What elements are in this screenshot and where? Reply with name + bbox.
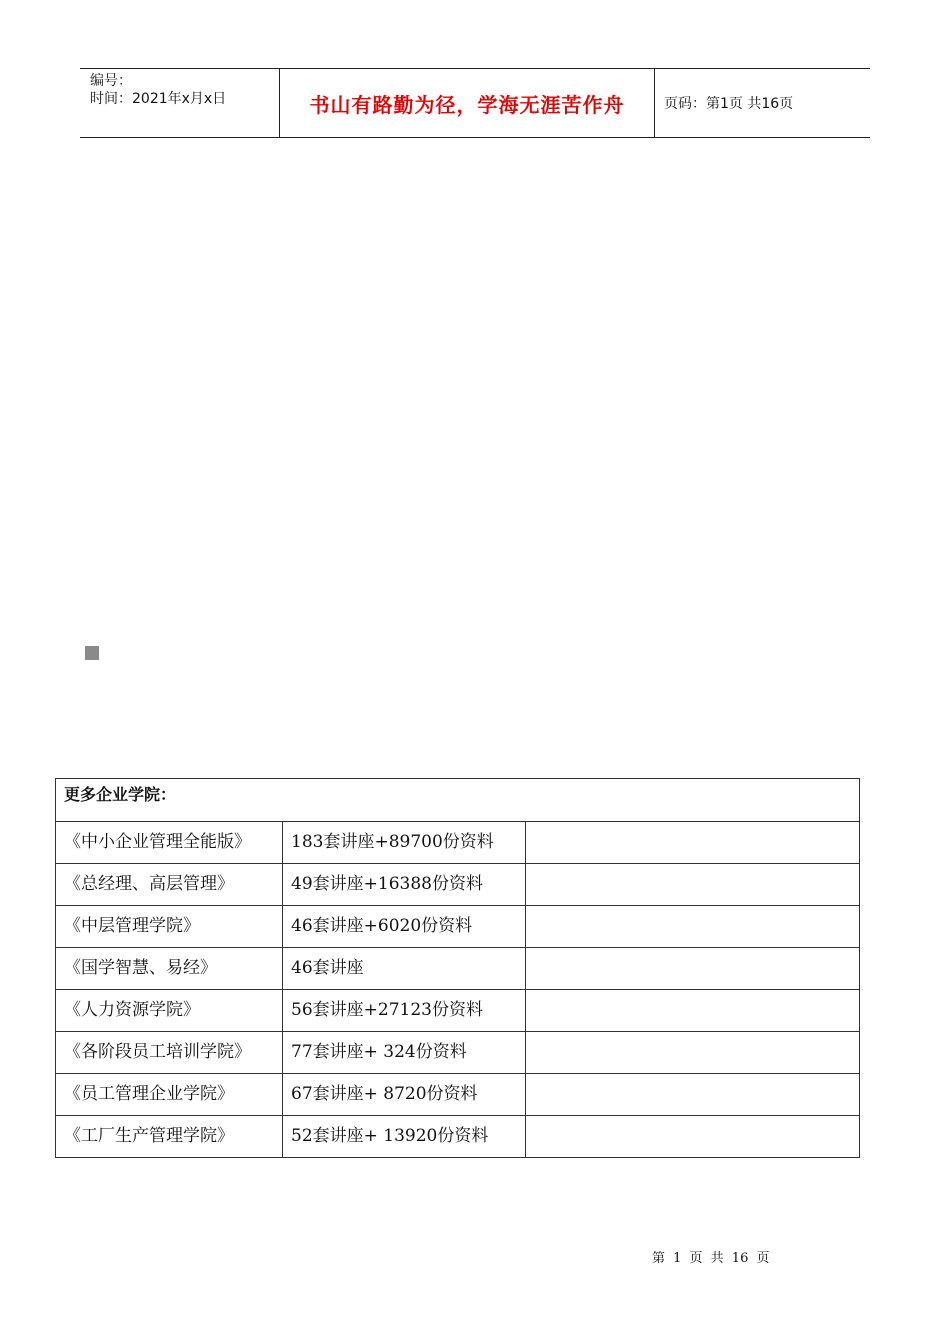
course-name: 《总经理、高层管理》 xyxy=(56,864,283,906)
bullet-square-icon xyxy=(85,646,99,660)
page-footer: 第 1 页 共 16 页 xyxy=(652,1251,770,1266)
course-name: 《中小企业管理全能版》 xyxy=(56,822,283,864)
header-motto: 书山有路勤为径，学海无涯苦作舟 xyxy=(280,69,655,137)
course-extra xyxy=(526,1116,860,1158)
course-name: 《各阶段员工培训学院》 xyxy=(56,1032,283,1074)
table-row xyxy=(56,822,860,864)
course-name: 《工厂生产管理学院》 xyxy=(56,1116,283,1158)
table-row xyxy=(56,1116,860,1158)
header-page-info: 页码：第1页 共16页 xyxy=(664,96,794,112)
course-extra xyxy=(526,822,860,864)
table-row xyxy=(56,1074,860,1116)
table-title: 更多企业学院： xyxy=(56,779,860,822)
course-content: 46套讲座+6020份资料 xyxy=(283,906,526,948)
course-extra xyxy=(526,1032,860,1074)
table-title-row xyxy=(56,779,860,822)
course-name: 《中层管理学院》 xyxy=(56,906,283,948)
course-extra xyxy=(526,1074,860,1116)
course-extra xyxy=(526,864,860,906)
table-row xyxy=(56,906,860,948)
course-content: 46套讲座 xyxy=(283,948,526,990)
course-content: 52套讲座+ 13920份资料 xyxy=(283,1116,526,1158)
course-content: 77套讲座+ 324份资料 xyxy=(283,1032,526,1074)
course-extra xyxy=(526,948,860,990)
course-name: 《国学智慧、易经》 xyxy=(56,948,283,990)
table-row xyxy=(56,990,860,1032)
page-header xyxy=(80,68,870,138)
table-row xyxy=(56,1032,860,1074)
course-content: 49套讲座+16388份资料 xyxy=(283,864,526,906)
course-content: 183套讲座+89700份资料 xyxy=(283,822,526,864)
header-meta xyxy=(80,69,280,137)
course-table xyxy=(55,778,860,1158)
course-extra xyxy=(526,990,860,1032)
table-row xyxy=(56,948,860,990)
course-name: 《员工管理企业学院》 xyxy=(56,1074,283,1116)
table-row xyxy=(56,864,860,906)
document-time-label: 时间：2021年x月x日 xyxy=(90,91,227,107)
course-extra xyxy=(526,906,860,948)
course-content: 56套讲座+27123份资料 xyxy=(283,990,526,1032)
course-name: 《人力资源学院》 xyxy=(56,990,283,1032)
course-content: 67套讲座+ 8720份资料 xyxy=(283,1074,526,1116)
document-number-label: 编号： xyxy=(90,73,132,89)
